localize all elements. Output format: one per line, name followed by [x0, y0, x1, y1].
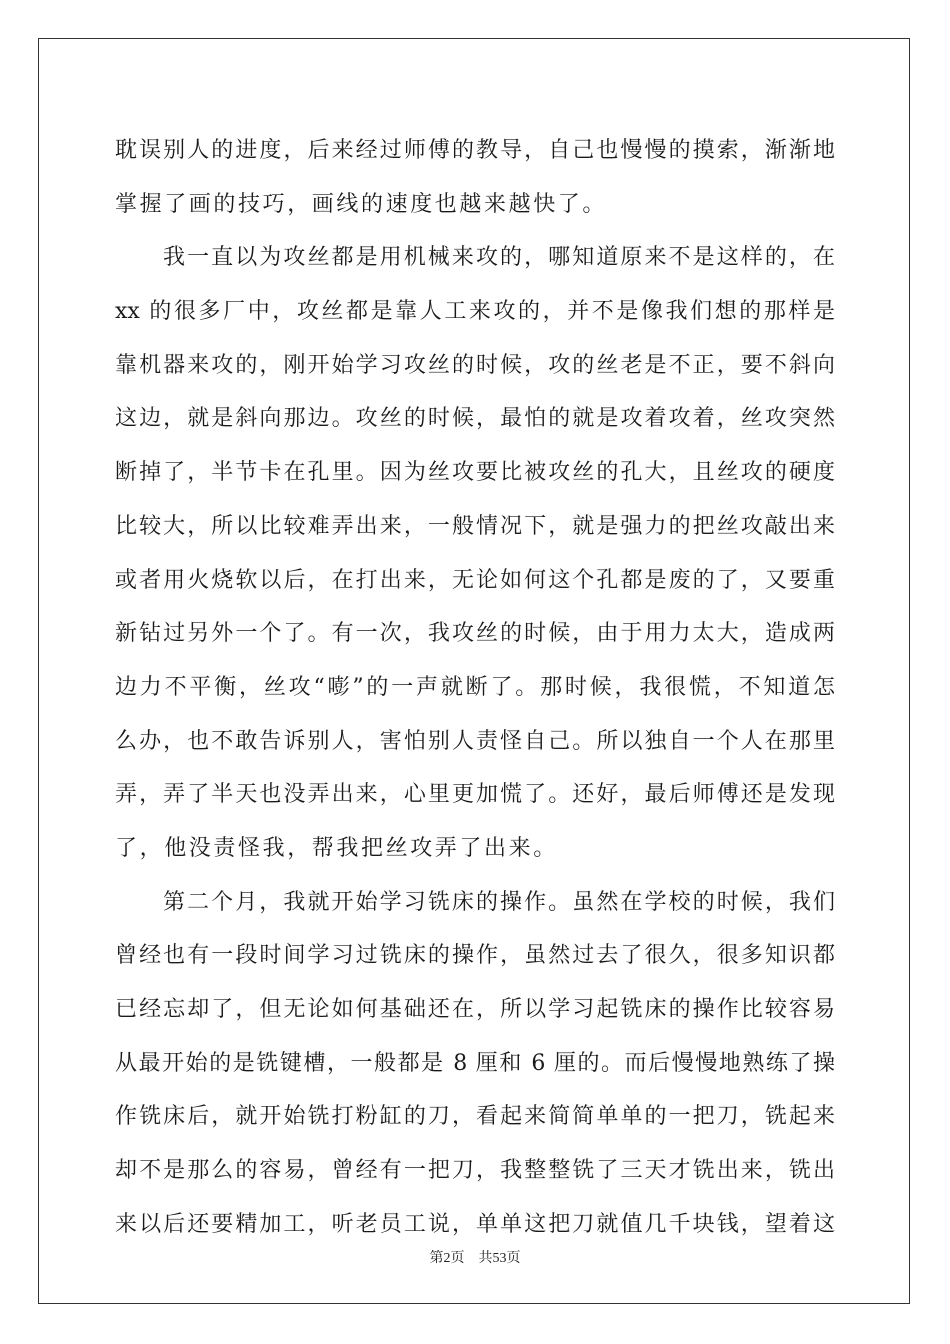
text-line-4: xx 的很多厂中，攻丝都是靠人工来攻的，并不是像我们想的那样是	[115, 299, 835, 325]
text-line-16: 曾经也有一段时间学习过铣床的操作，虽然过去了很久，很多知识都	[115, 943, 835, 969]
text-line-15: 第二个月，我就开始学习铣床的操作。虽然在学校的时候，我们	[163, 889, 835, 915]
text-line-10: 新钻过另外一个了。有一次，我攻丝的时候，由于用力太大，造成两	[115, 621, 835, 647]
page-footer	[0, 1247, 950, 1267]
text-line-20: 却不是那么的容易，曾经有一把刀，我整整铣了三天才铣出来，铣出	[115, 1158, 835, 1184]
text-line-18: 从最开始的是铣键槽，一般都是 8 厘和 6 厘的。而后慢慢地熟练了操	[115, 1050, 835, 1076]
page-number: 第2页	[429, 1251, 465, 1266]
text-line-12: 么办，也不敢告诉别人，害怕别人责怪自己。所以独自一个人在那里	[115, 728, 835, 754]
page-total: 共53页	[478, 1251, 521, 1266]
text-line-3: 我一直以为攻丝都是用机械来攻的，哪知道原来不是这样的，在	[163, 245, 835, 271]
document-body	[115, 124, 835, 1251]
text-line-21: 来以后还要精加工，听老员工说，单单这把刀就值几千块钱，望着这	[115, 1211, 835, 1237]
text-line-7: 断掉了，半节卡在孔里。因为丝攻要比被攻丝的孔大，且丝攻的硬度	[115, 460, 835, 486]
text-line-19: 作铣床后，就开始铣打粉缸的刀，看起来简简单单的一把刀，铣起来	[115, 1104, 835, 1130]
text-line-14: 了，他没责怪我，帮我把丝攻弄了出来。	[115, 835, 558, 861]
text-line-5: 靠机器来攻的，刚开始学习攻丝的时候，攻的丝老是不正，要不斜向	[115, 352, 835, 378]
text-line-13: 弄，弄了半天也没弄出来，心里更加慌了。还好，最后师傅还是发现	[115, 782, 835, 808]
text-line-9: 或者用火烧软以后，在打出来，无论如何这个孔都是废的了，又要重	[115, 567, 835, 593]
text-line-2: 掌握了画的技巧，画线的速度也越来越快了。	[115, 191, 608, 217]
text-line-1: 耽误别人的进度，后来经过师傅的教导，自己也慢慢的摸索，渐渐地	[115, 138, 835, 163]
text-line-8: 比较大，所以比较难弄出来，一般情况下，就是强力的把丝攻敲出来	[115, 513, 835, 539]
text-line-17: 已经忘却了，但无论如何基础还在，所以学习起铣床的操作比较容易	[115, 997, 835, 1022]
text-line-11: 边力不平衡，丝攻“嘭”的一声就断了。那时候，我很慌，不知道怎	[115, 674, 835, 700]
text-line-6: 这边，就是斜向那边。攻丝的时候，最怕的就是攻着攻着，丝攻突然	[115, 406, 835, 432]
